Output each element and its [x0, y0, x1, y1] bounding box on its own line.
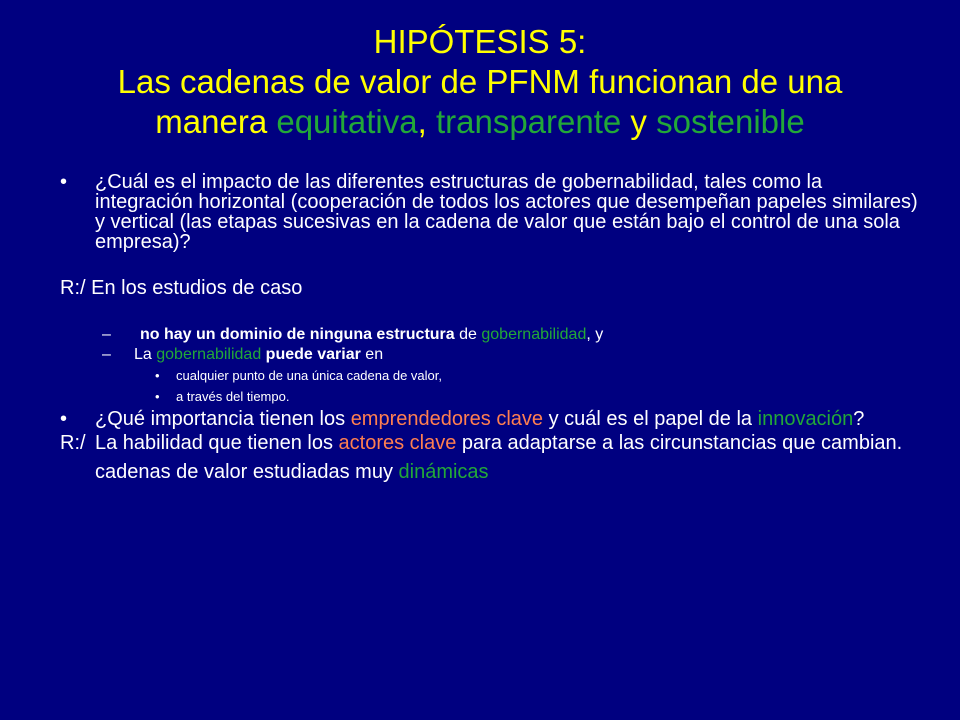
- answer-2-dinamicas: dinámicas: [398, 461, 489, 483]
- subitem-2-text: a través del tiempo.: [176, 389, 290, 404]
- bullet-icon: •: [155, 368, 160, 383]
- answer-1-heading: [60, 278, 920, 298]
- answer-2: [60, 433, 920, 453]
- question-2-text-a: ¿Qué importancia tienen los: [95, 408, 351, 430]
- title-text-transparente: transparente: [435, 103, 622, 140]
- answer-2-line-2-text: cadenas de valor estudiadas muy: [95, 461, 399, 483]
- item-2-en: en: [360, 346, 384, 363]
- answer-2-label: R:/: [60, 432, 86, 454]
- answer-2-text-a: La habilidad que tienen los: [95, 432, 339, 454]
- bullet-icon: •: [155, 389, 160, 404]
- question-2: [60, 409, 920, 429]
- item-1-bold-text: no hay un dominio de ninguna estructura: [140, 326, 455, 343]
- item-2-la: La: [134, 346, 157, 363]
- answer-2-text-c: para adaptarse a las circunstancias que cambian.: [456, 432, 903, 454]
- answer-1-item-2: [60, 345, 920, 365]
- question-2-text-c: y cuál es el papel de la: [543, 408, 758, 430]
- item-1-end: , y: [586, 326, 604, 343]
- question-2-emprendedores: emprendedores clave: [350, 408, 544, 430]
- item-2-puede-variar: puede variar: [261, 346, 361, 363]
- slide-body: [60, 172, 920, 482]
- dash-icon: –: [102, 346, 111, 363]
- answer-1-item-1: [60, 325, 920, 345]
- bullet-icon: •: [60, 171, 68, 193]
- answer-1-subitem-2: [60, 386, 920, 407]
- title-text-comma: ,: [417, 103, 436, 140]
- question-1: [60, 172, 920, 252]
- title-line-2: Las cadenas de valor de PFNM funcionan de una: [117, 63, 843, 100]
- title-text-manera: manera: [155, 103, 277, 140]
- title-text-equitativa: equitativa: [276, 103, 418, 140]
- item-2-gobernabilidad: gobernabilidad: [156, 346, 262, 363]
- answer-2-actores-clave: actores clave: [338, 432, 457, 454]
- answer-1-text: R:/ En los estudios de caso: [60, 277, 303, 299]
- subitem-1-text: cualquier punto de una única cadena de valor,: [176, 368, 442, 383]
- answer-1-subitem-1: [60, 365, 920, 386]
- question-2-text-e: ?: [853, 408, 865, 430]
- title-text-sostenible: sostenible: [656, 103, 805, 140]
- dash-icon: –: [102, 326, 111, 343]
- item-1-de: de: [454, 326, 482, 343]
- question-2-innovacion: innovación: [757, 408, 854, 430]
- answer-2-line-2: [60, 462, 920, 482]
- title-line-1: HIPÓTESIS 5:: [373, 23, 587, 60]
- bullet-icon: •: [60, 408, 68, 430]
- question-1-text: ¿Cuál es el impacto de las diferentes estructuras de gobernabilidad, tales como la integración horizontal (cooperación de todos los actores que desempeñan papeles similares) y vertical (las etapas sucesivas en la cadena de valor que están bajo el control de una sola empresa)?: [95, 171, 918, 253]
- title-line-3: [40, 102, 920, 142]
- item-1-gobernabilidad: gobernabilidad: [481, 326, 587, 343]
- title-text-y: y: [621, 103, 657, 140]
- slide-title: [40, 22, 920, 142]
